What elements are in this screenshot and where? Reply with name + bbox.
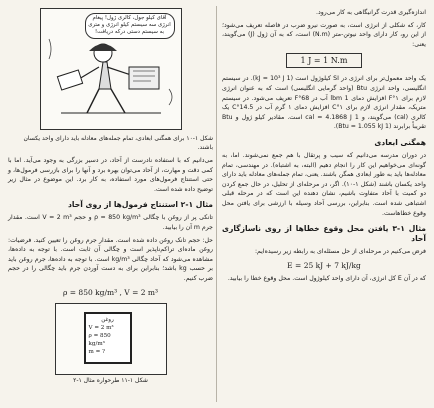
example-1-3-heading: مثال ۱-۳ یافتن محل وقوع خطاها از روی ناسازگاری آحاد — [222, 224, 426, 244]
figure-1-11-caption: شکل ۱-۱۱ طرحواره مثال ۱-۲ — [73, 376, 148, 384]
intro-line: اندازه‌گیری قدرت گرانیگاهی به کار می‌رود. — [316, 9, 426, 16]
cartoon-drawing-icon — [41, 9, 181, 129]
tank-line: روغن — [101, 316, 114, 323]
work-definition: کار، که شکلی از انرژی است، به صورت نیرو ضرب در فاصله تعریف می‌شود؛ از این رو، کار دارای واحد نیوتن-متر (N.m) است، که به آن ژول (J) می‌گویند، یعنی: — [222, 21, 426, 48]
kilojoule-paragraph: یک واحد معمول‌تر برای انرژی در SI کیلوژول است (kJ = 10³ J 1). در سیستم انگلیسی، واحد انرژی Btu (واحد گرمایی انگلیسی) است که به عنوان انرژی لازم برای ۱°F افزایش دمای 1 lbm آب در 68°F تعریف می‌شود. در سیستم متریک، مقدار انرژی لازم برای ۱°C افزایش دمای ۱ گرم آب در 14.5°C یک کالری (cal) می‌گویند، و 1 cal = 4.1868 J است. مقادیر کیلو ژول و Btu تقریباً برابرند (1 Btu = 1.055 kJ). — [222, 75, 427, 131]
left-column — [8, 8, 213, 384]
figure-1-10-caption: شکل ۱-۱۰ برای همگنی ابعادی، تمام جمله‌های معادله باید دارای واحد یکسان باشند. — [23, 135, 213, 151]
example-1-2-paragraph: تانکی پر از روغن با چگالی ρ = 850 kg/m³ و حجم V = 2 m³ است. مقدار جرم m آن را بیابید. — [8, 214, 214, 231]
tank-line: ρ = 850 kg/m³ — [88, 332, 111, 347]
homogeneity-paragraph: در دوران مدرسه می‌دانیم که سیب و پرتقال با هم جمع نمی‌شوند. اما، به گونه‌ای می‌خواهیم این کار را انجام دهیم (البته، به اشتباه). در مهندسی، تمام معادله‌ها باید به طور ابعادی همگن باشند. یعنی، تمام جمله‌های معادله باید دارای واحد یکسان باشند (شکل ۱-۱۰). اگر، در مرحله‌ای از تحلیل، در حال جمع کردن دو کمیت با آحاد متفاوت باشیم، نشان دهنده این است که در مرحله قبلی اشتباهی شده است. بنابراین، بررسی آحاد وسیله با ارزشی برای یافتن محل وقوع خطاهاست. — [222, 151, 427, 217]
joule-equation: 1 J = 1 N.m — [286, 53, 362, 68]
example-1-3-paragraph: فرض می‌کنیم در مرحله‌ای از حل مسئله‌ای به رابطه زیر رسیده‌ایم: — [254, 248, 426, 256]
tank-line: V = 2 m³ — [88, 324, 114, 331]
homogeneity-heading: همگنی ابعادی — [374, 137, 426, 147]
given-equation: ρ = 850 kg/m³ , V = 2 m³ — [62, 287, 159, 297]
example-1-2-heading: مثال ۱-۲ استنتاج فرمول‌ها از روی آحاد — [68, 200, 213, 210]
tank-figure — [55, 303, 167, 375]
cartoon-speech-bubble: آقای کیلو جول، کالری ژول! پیغام انرژی سه سیستم کیلو انرژی و متری به سیستم دستی درکه دریافت! — [85, 13, 175, 39]
tank-line: m = ? — [88, 348, 106, 355]
example-1-3-end: که در آن E کل انرژی، آن دارای واحد کیلوژول است. محل وقوع خطا را بیابید. — [227, 274, 426, 282]
solution-paragraph: حل: حجم تانک روغن داده شده است. مقدار جرم روغن را تعیین کنید. فرضیات: روغن ماده‌ای تراکم‌ناپذیر است و چگالی آن ثابت است. با توجه به داده‌ها، مشاهده می‌شود که آحاد چگالی kg/m³ است. با توجه به داده‌ها، جرم روغن باید بر حسب kg باشد؛ بنابراین برای به دست آوردن جرم باید چگالی را در حجم ضرب کنیم. — [8, 236, 213, 282]
cartoon-figure — [40, 8, 182, 130]
units-paragraph: می‌دانیم که با استفاده نادرست از آحاد، در دسیر بزرگی به وجود می‌آید. اما با کمی دقت و مهارت، از آحاد می‌توان بهره برد و آنها را برای بازرسی فرمول‌ها، و حتی استنتاج فرمول‌های مورد استفاده، به کار برد. این موضوع در مثال زیر توضیح داده شده است. — [8, 157, 213, 193]
energy-equation: E = 25 kJ + 7 kJ/kg — [287, 260, 361, 270]
right-column — [222, 8, 426, 286]
column-gutter — [216, 6, 217, 402]
tank-inset — [84, 312, 132, 364]
